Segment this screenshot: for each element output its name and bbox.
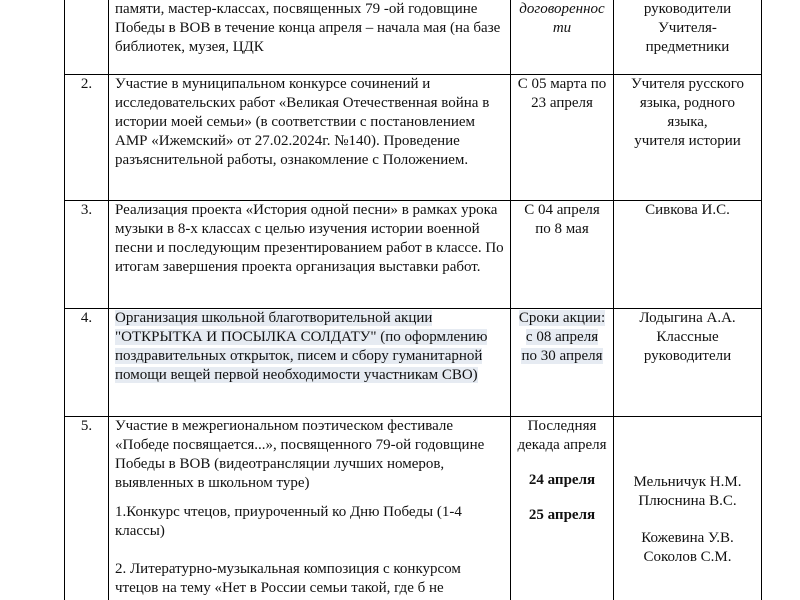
table-row (65, 309, 762, 417)
event-description (109, 309, 511, 417)
highlighted-event-dates: Сроки акции: с 08 апреля по 30 апреля (518, 310, 606, 364)
event-dates (511, 417, 614, 600)
event-dates: договореннос ти (511, 0, 614, 75)
responsible-line: учителя истории (634, 133, 741, 149)
event-subitem: 1.Конкурс чтецов, приуроченный ко Дню Победы (1-4 классы) (115, 504, 462, 539)
event-subitem: 2. Литературно-музыкальная композиция с конкурсом чтецов на тему «Нет в России семьи такой, где б не (115, 561, 461, 596)
event-dates (511, 309, 614, 417)
responsible-line: Мельничук Н.М. (633, 474, 742, 490)
responsible-line: Лодыгина А.А. (639, 310, 736, 326)
event-date-sub: 24 апреля (528, 472, 596, 488)
responsible-persons (614, 309, 762, 417)
event-dates: С 04 апреля по 8 мая (511, 201, 614, 309)
responsible-persons (614, 201, 762, 309)
responsible-persons (614, 75, 762, 201)
responsible-line: руководители (643, 1, 732, 17)
table-row (65, 201, 762, 309)
event-date-main: Последняя декада апреля (517, 418, 607, 453)
row-number: 4. (65, 309, 109, 417)
row-number: 3. (65, 201, 109, 309)
responsible-line: Классные руководители (643, 329, 732, 364)
row-number (65, 0, 109, 75)
event-description (109, 417, 511, 600)
event-date-sub: 25 апреля (528, 507, 596, 523)
table-row (65, 75, 762, 201)
responsible-line: Учителя русского языка, родного языка, (631, 76, 744, 130)
event-intro: Участие в межрегиональном поэтическом фестивале «Победе посвящается...», посвященного 79-ой годовщине Победы в ВОВ (видеотрансляции лучших номеров, выявленных в школьном туре) (115, 418, 485, 491)
event-description: памяти, мастер-классах, посвященных 79 -ой годовщине Победы в ВОВ в течение конца апреля – начала мая (на базе библиотек, музея, ЦДК (109, 0, 511, 75)
responsible-line: Кожевина У.В. (641, 530, 734, 546)
event-description: Участие в муниципальном конкурсе сочинений и исследовательских работ «Великая Отечественная война в истории моей семьи» (в соответствии с постановлением АМР «Ижемский» от 27.02.2024г. №140). Проведение разъяснительной работы, ознакомление с Положением. (109, 75, 511, 201)
responsible-line: Учителя-предметники (645, 20, 730, 55)
row-number: 2. (65, 75, 109, 201)
responsible-line: Плюснина В.С. (638, 493, 737, 509)
event-dates: С 05 марта по 23 апреля (511, 75, 614, 201)
responsible-persons (614, 417, 762, 600)
events-table (64, 0, 762, 600)
table-row (65, 417, 762, 600)
event-description: Реализация проекта «История одной песни» в рамках урока музыки в 8-х классах с целью изучения истории военной песни и последующим презентированием работ в классе. По итогам завершения проекта организация выставки работ. (109, 201, 511, 309)
highlighted-event-text: Организация школьной благотворительной акции "ОТКРЫТКА И ПОСЫЛКА СОЛДАТУ" (по оформлению поздравительных открыток, писем и сбору гуманитарной помощи вещей первой необходимости участникам СВО) (115, 310, 488, 383)
responsible-line: Соколов С.М. (643, 549, 732, 565)
responsible-line: Сивкова И.С. (645, 202, 730, 218)
responsible-persons (614, 0, 762, 75)
table-row (65, 0, 762, 75)
row-number: 5. (65, 417, 109, 600)
